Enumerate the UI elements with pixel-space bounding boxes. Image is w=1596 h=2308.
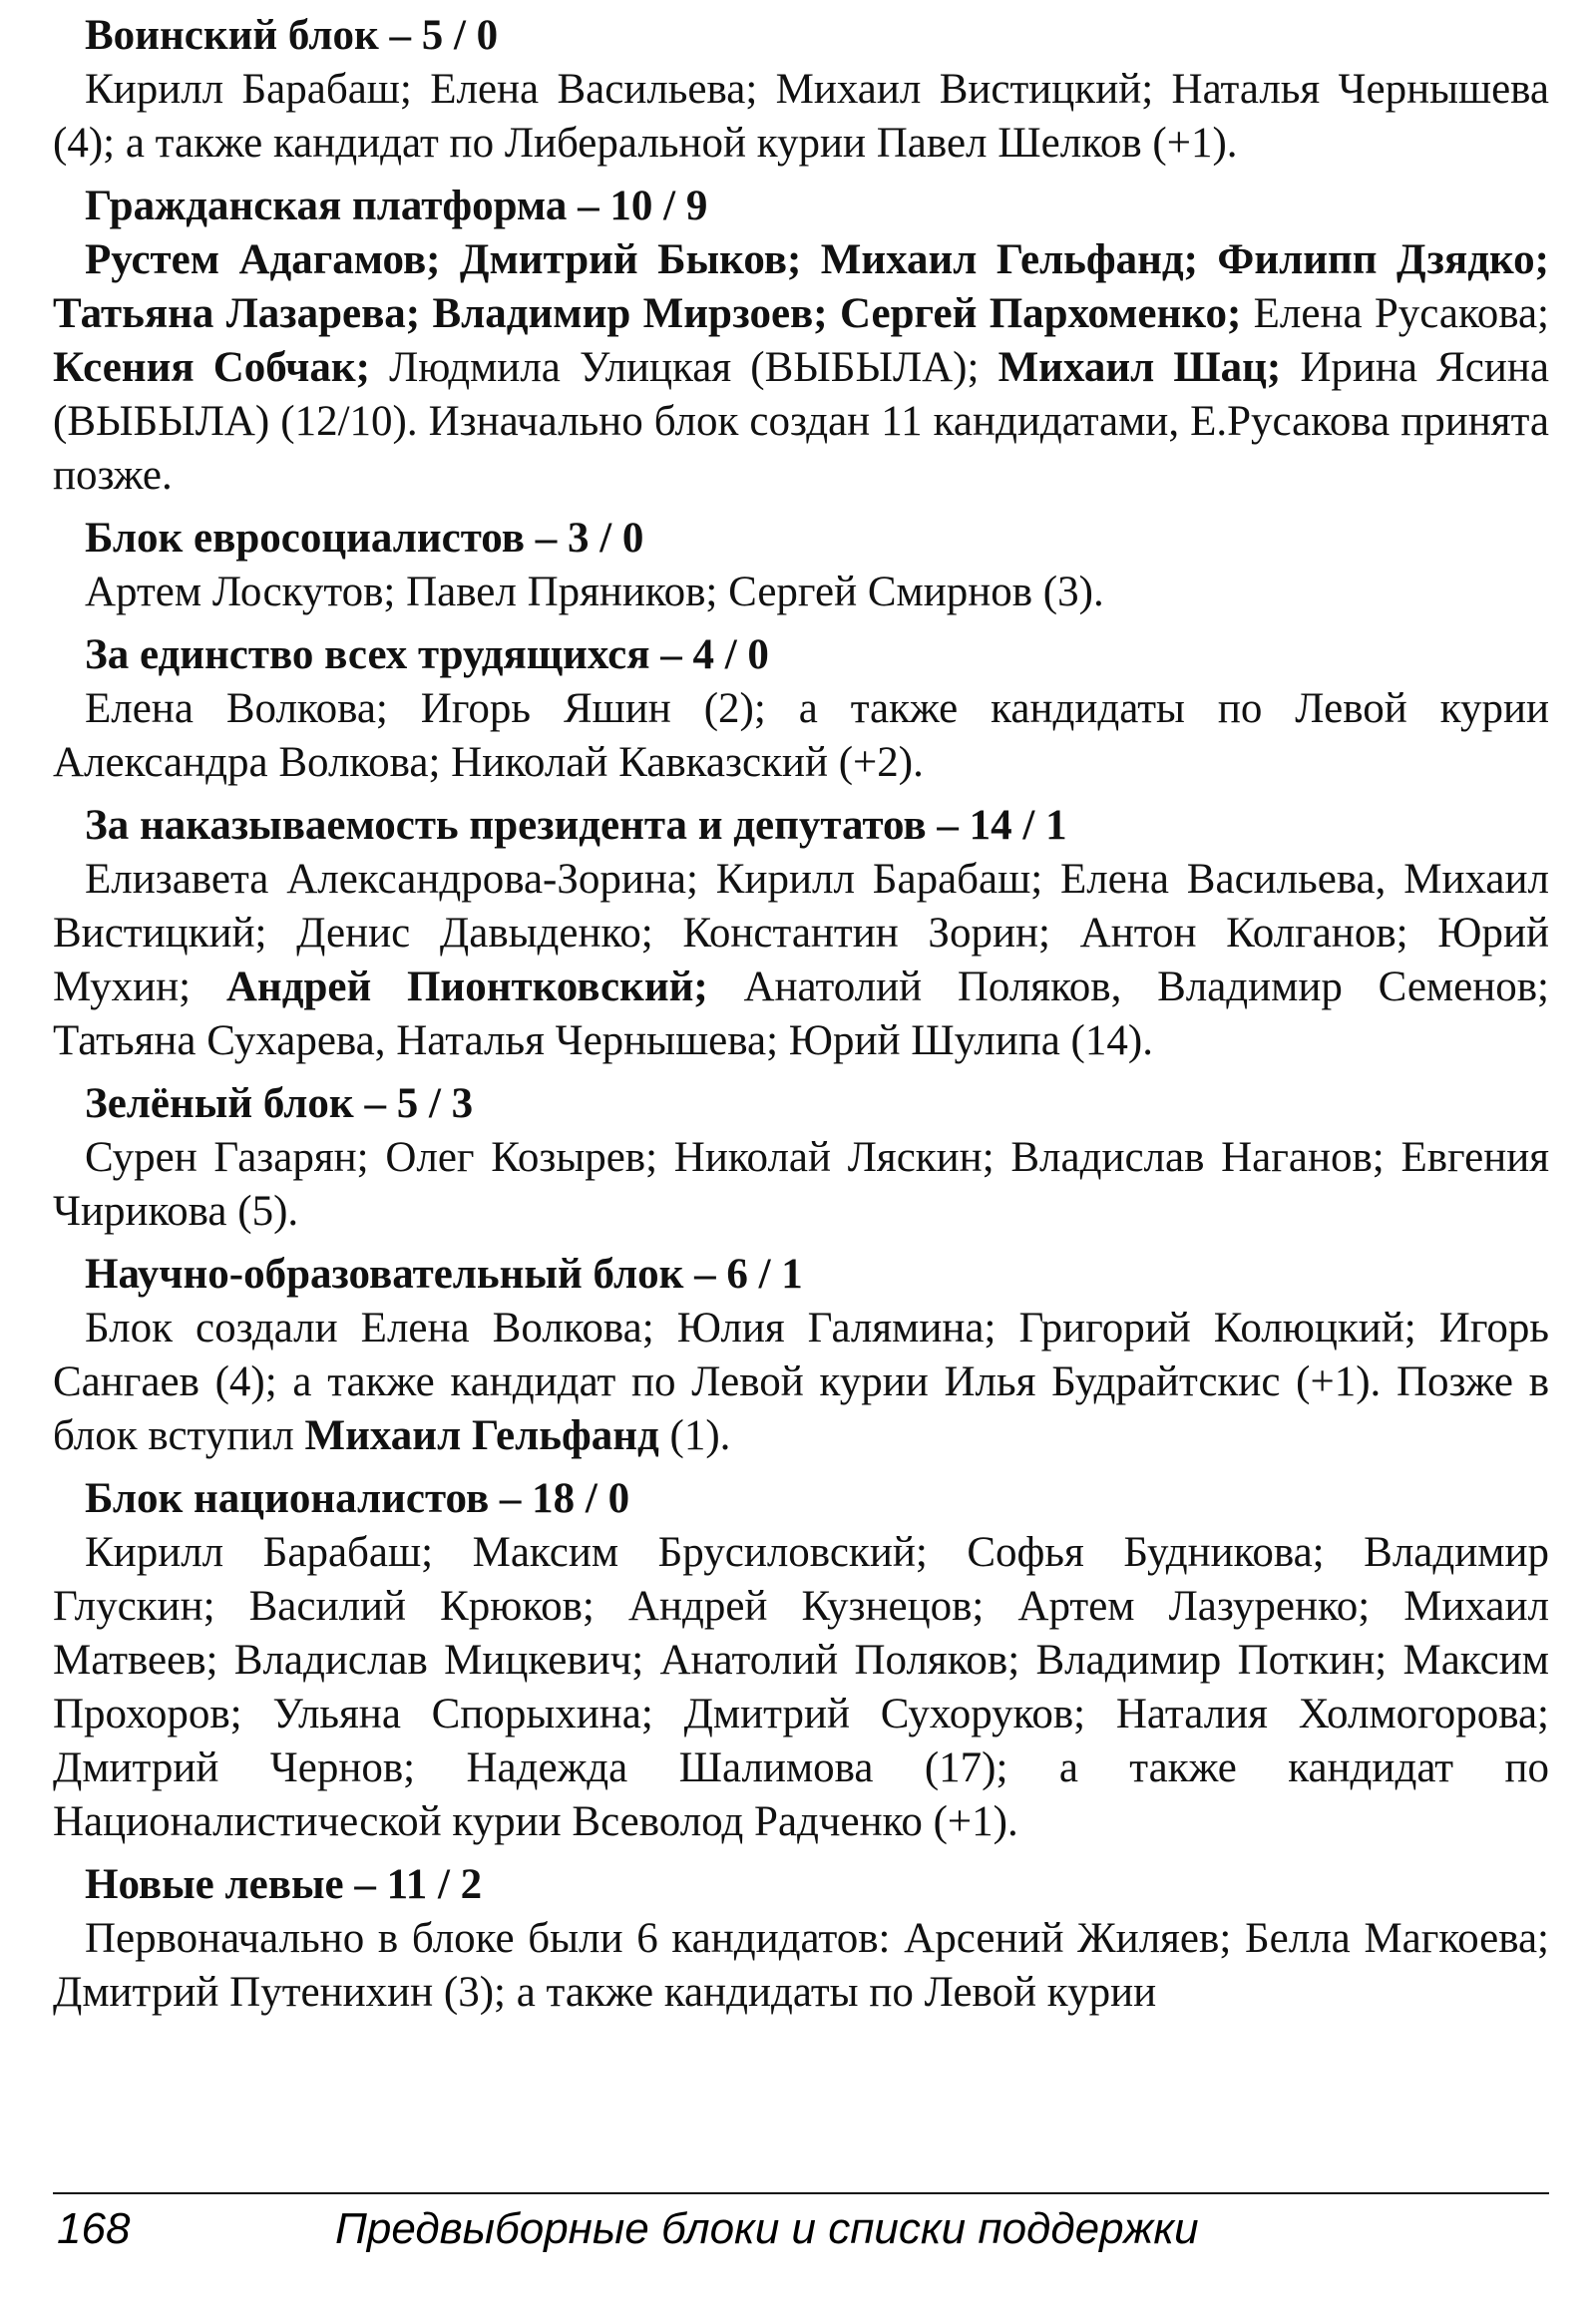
block-title: Зелёный блок – 5 / 3 bbox=[85, 1080, 474, 1127]
block-body bbox=[53, 682, 1549, 790]
block-eurosocialists bbox=[53, 511, 1549, 619]
block-title: Блок националистов – 18 / 0 bbox=[85, 1475, 630, 1522]
block-accountability bbox=[53, 798, 1549, 1068]
block-title: Новые левые – 11 / 2 bbox=[85, 1861, 483, 1908]
block-title: Блок евросоциалистов – 3 / 0 bbox=[85, 515, 644, 562]
block-green bbox=[53, 1076, 1549, 1239]
body-text: Людмила Улицкая (ВЫБЫЛА); bbox=[370, 344, 998, 391]
block-nationalists bbox=[53, 1471, 1549, 1849]
block-body bbox=[53, 1302, 1549, 1463]
body-text: Первоначально в блоке были 6 кандидатов: Арсений Жиляев; Белла Магкоева; Дмитрий Путенихин (3); а также кандидаты по Левой курии bbox=[53, 1915, 1549, 2016]
body-text-bold: Рустем Адагамов; Дмитрий Быков; Михаил Гельфанд; Филипп Дзядко; Татьяна Лазарева; Владимир Мирзоев; Сергей Пархоменко; bbox=[53, 236, 1549, 337]
body-text-bold: Ксения Собчак; bbox=[53, 344, 370, 391]
block-civic-platform bbox=[53, 179, 1549, 503]
body-text: Елена Волкова; Игорь Яшин (2); а также кандидаты по Левой курии Александра Волкова; Николай Кавказский (+2). bbox=[53, 685, 1549, 786]
block-new-left bbox=[53, 1857, 1549, 2020]
block-body bbox=[53, 566, 1549, 619]
block-body bbox=[53, 853, 1549, 1068]
block-voinsky bbox=[53, 8, 1549, 171]
block-title: Научно-образовательный блок – 6 / 1 bbox=[85, 1251, 803, 1298]
page-content bbox=[53, 8, 1549, 2028]
body-text: Елена Русакова; bbox=[1241, 290, 1549, 337]
block-body bbox=[53, 63, 1549, 171]
block-workers-unity bbox=[53, 627, 1549, 790]
body-text: Кирилл Барабаш; Максим Брусиловский; Софья Будникова; Владимир Глускин; Василий Крюков; Андрей Кузнецов; Артем Лазуренко; Михаил Матвеев; Владислав Мицкевич; Анатолий Поляков; Владимир Поткин; Максим Прохоров; Ульяна Спорыхина; Дмитрий Сухоруков; Наталия Холмогорова; Дмитрий Чернов; Надежда Шалимова (17); а также кандидат по Националистической курии Всеволод Радченко (+1). bbox=[53, 1529, 1549, 1845]
page-footer bbox=[53, 2192, 1549, 2274]
body-text-bold: Михаил Шац; bbox=[998, 344, 1282, 391]
body-text: Артем Лоскутов; Павел Пряников; Сергей Смирнов (3). bbox=[85, 569, 1104, 615]
page-number: 168 bbox=[57, 2204, 131, 2253]
block-body bbox=[53, 233, 1549, 503]
body-text-bold: Андрей Пионтковский; bbox=[225, 963, 708, 1010]
body-text: Елизавета Александрова-Зорина; Кирилл Барабаш; Елена Васильева, Михаил Вистицкий; Денис Давыденко; Константин Зорин; Антон Колганов; Юрий Мухин; bbox=[53, 856, 1549, 1010]
block-body bbox=[53, 1526, 1549, 1849]
body-text: Анатолий Поляков, Владимир Семенов; Татьяна Сухарева, Наталья Чернышева; Юрий Шулипа (14). bbox=[53, 963, 1549, 1064]
block-body bbox=[53, 1131, 1549, 1239]
block-title: За единство всех трудящихся – 4 / 0 bbox=[85, 631, 769, 678]
body-text: Кирилл Барабаш; Елена Васильева; Михаил Вистицкий; Наталья Чернышева (4); а также кандидат по Либеральной курии Павел Шелков (+1). bbox=[53, 66, 1549, 167]
body-text: Сурен Газарян; Олег Козырев; Николай Ляскин; Владислав Наганов; Евгения Чирикова (5). bbox=[53, 1134, 1549, 1235]
block-title: Воинский блок – 5 / 0 bbox=[85, 12, 499, 59]
block-body bbox=[53, 1912, 1549, 2020]
body-text-bold: Михаил Гельфанд bbox=[304, 1412, 659, 1459]
block-title: Гражданская платформа – 10 / 9 bbox=[85, 183, 708, 229]
block-science-education bbox=[53, 1247, 1549, 1463]
block-title: За наказываемость президента и депутатов – 14 / 1 bbox=[85, 802, 1067, 849]
body-text: Ирина Ясина (ВЫБЫЛА) (12/10). Изначально блок создан 11 кандидатами, Е.Русакова принята позже. bbox=[53, 344, 1549, 499]
running-title: Предвыборные блоки и списки поддержки bbox=[335, 2204, 1199, 2253]
body-text: Блок создали Елена Волкова; Юлия Галямина; Григорий Колюцкий; Игорь Сангаев (4); а также кандидат по Левой курии Илья Будрайтскис (+1). Позже в блок вступил bbox=[53, 1305, 1549, 1459]
body-text: (1). bbox=[658, 1412, 731, 1459]
